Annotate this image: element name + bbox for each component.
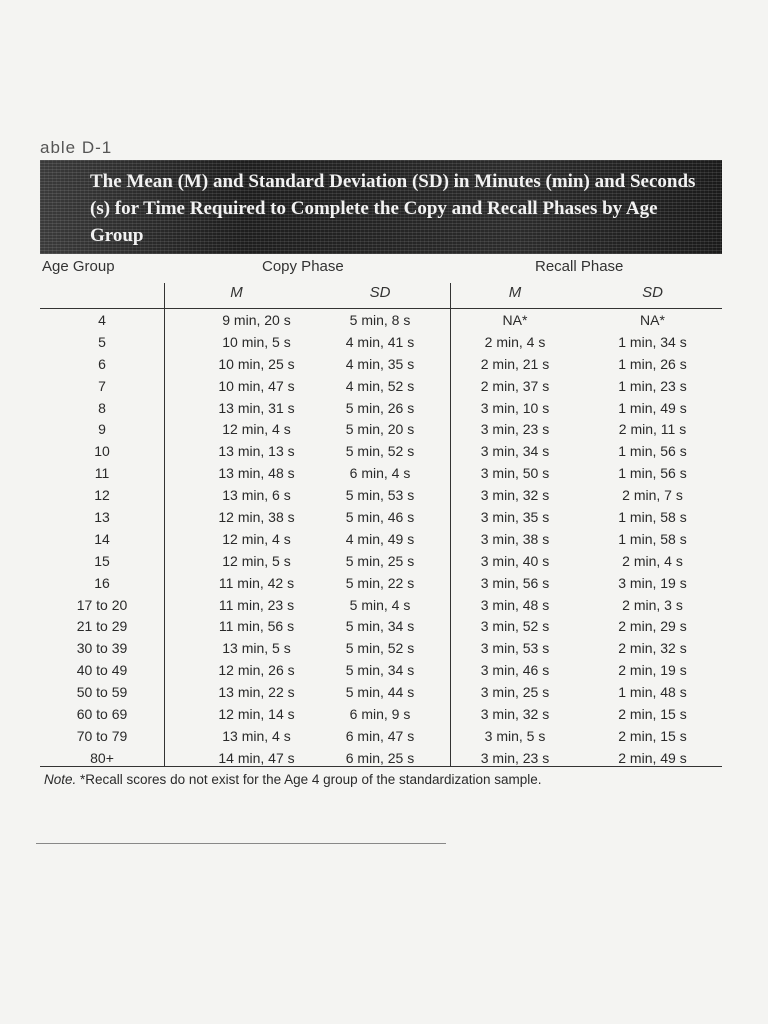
table-row [40, 442, 722, 464]
copy-m-cell: 12 min, 26 s [218, 662, 295, 679]
footer-rule [36, 843, 446, 844]
copy-sd-cell: 5 min, 4 s [349, 596, 411, 613]
age-cell: 16 [94, 574, 110, 591]
table-row [40, 639, 722, 661]
copy-m-cell: 9 min, 20 s [222, 312, 291, 328]
age-cell: 5 [98, 333, 106, 350]
age-cell: 80+ [90, 749, 114, 766]
copy-sd-cell: 6 min, 4 s [349, 465, 411, 482]
recall-m-cell: NA* [502, 312, 528, 328]
header-copy-phase: Copy Phase [262, 258, 344, 275]
recall-m-cell: 3 min, 48 s [480, 596, 550, 613]
table-row [40, 617, 722, 639]
table-body [40, 311, 722, 771]
copy-sd-cell: 5 min, 46 s [345, 509, 415, 526]
copy-m-cell: 14 min, 47 s [218, 749, 295, 766]
age-cell: 70 to 79 [76, 727, 128, 744]
recall-m-cell: 3 min, 35 s [480, 509, 550, 526]
title-banner [40, 160, 722, 254]
recall-m-cell: 3 min, 32 s [480, 487, 550, 504]
copy-m-cell: 13 min, 22 s [218, 684, 295, 701]
copy-sd-cell: 5 min, 26 s [345, 399, 415, 416]
recall-m-cell: 3 min, 23 s [480, 749, 550, 766]
copy-sd-cell: 6 min, 9 s [349, 706, 411, 723]
recall-m-cell: 3 min, 25 s [480, 684, 550, 701]
copy-sd-cell: 5 min, 25 s [345, 552, 415, 569]
age-cell: 7 [98, 377, 106, 394]
age-cell: 60 to 69 [76, 706, 128, 723]
header-copy-sd: SD [369, 284, 391, 301]
age-cell: 6 [98, 355, 106, 372]
table-note [44, 772, 542, 787]
copy-m-cell: 11 min, 56 s [218, 618, 295, 635]
recall-sd-cell: 2 min, 49 s [618, 749, 687, 766]
recall-sd-cell: 2 min, 32 s [618, 640, 687, 657]
recall-m-cell: 3 min, 46 s [480, 662, 550, 679]
recall-sd-cell: 2 min, 4 s [622, 552, 683, 569]
copy-m-cell: 10 min, 47 s [218, 377, 295, 394]
age-cell: 17 to 20 [76, 596, 128, 613]
copy-sd-cell: 4 min, 41 s [345, 333, 415, 350]
table-row [40, 574, 722, 596]
age-cell: 8 [98, 399, 106, 416]
table-row [40, 661, 722, 683]
recall-m-cell: 3 min, 53 s [480, 640, 550, 657]
note-label: Note. [44, 772, 77, 787]
age-cell: 4 [98, 312, 106, 328]
copy-sd-cell: 5 min, 44 s [345, 684, 415, 701]
copy-sd-cell: 5 min, 22 s [345, 574, 415, 591]
table-row [40, 311, 722, 333]
recall-sd-cell: 1 min, 23 s [618, 377, 687, 394]
age-cell: 13 [94, 509, 110, 526]
age-cell: 11 [94, 465, 110, 482]
recall-m-cell: 2 min, 37 s [480, 377, 550, 394]
copy-sd-cell: 4 min, 52 s [345, 377, 415, 394]
copy-m-cell: 12 min, 38 s [218, 509, 295, 526]
note-text: *Recall scores do not exist for the Age 4 group of the standardization sample. [76, 772, 542, 787]
copy-sd-cell: 5 min, 34 s [345, 618, 415, 635]
copy-sd-cell: 5 min, 52 s [345, 443, 415, 460]
age-cell: 50 to 59 [76, 684, 128, 701]
copy-m-cell: 13 min, 6 s [222, 487, 291, 504]
recall-m-cell: 3 min, 10 s [480, 399, 550, 416]
sub-header-row [40, 282, 722, 309]
recall-sd-cell: NA* [640, 312, 665, 328]
table-row [40, 464, 722, 486]
recall-sd-cell: 2 min, 19 s [618, 662, 687, 679]
copy-sd-cell: 5 min, 52 s [345, 640, 415, 657]
recall-sd-cell: 3 min, 19 s [618, 574, 687, 591]
copy-m-cell: 10 min, 5 s [222, 333, 291, 350]
recall-sd-cell: 1 min, 26 s [618, 355, 687, 372]
recall-sd-cell: 1 min, 58 s [618, 530, 687, 547]
copy-sd-cell: 4 min, 35 s [345, 355, 415, 372]
recall-m-cell: 3 min, 38 s [480, 530, 550, 547]
copy-m-cell: 13 min, 13 s [218, 443, 295, 460]
recall-sd-cell: 1 min, 49 s [618, 399, 687, 416]
copy-m-cell: 13 min, 5 s [222, 640, 291, 657]
recall-sd-cell: 1 min, 48 s [618, 684, 687, 701]
table-row [40, 727, 722, 749]
copy-sd-cell: 5 min, 34 s [345, 662, 415, 679]
copy-m-cell: 13 min, 4 s [222, 727, 291, 744]
copy-m-cell: 12 min, 4 s [222, 530, 291, 547]
header-copy-m: M [230, 284, 243, 301]
recall-m-cell: 3 min, 56 s [480, 574, 550, 591]
recall-m-cell: 3 min, 23 s [480, 421, 550, 438]
copy-sd-cell: 5 min, 8 s [349, 312, 411, 328]
recall-m-cell: 3 min, 34 s [480, 443, 550, 460]
copy-m-cell: 11 min, 23 s [218, 596, 295, 613]
recall-sd-cell: 2 min, 3 s [622, 596, 683, 613]
recall-sd-cell: 1 min, 56 s [618, 443, 687, 460]
table-row [40, 683, 722, 705]
copy-m-cell: 10 min, 25 s [218, 355, 295, 372]
recall-sd-cell: 2 min, 15 s [618, 727, 687, 744]
copy-sd-cell: 6 min, 47 s [345, 727, 415, 744]
table-row [40, 530, 722, 552]
recall-m-cell: 3 min, 50 s [480, 465, 550, 482]
copy-m-cell: 11 min, 42 s [218, 574, 295, 591]
copy-sd-cell: 5 min, 53 s [345, 487, 415, 504]
recall-m-cell: 3 min, 5 s [484, 727, 546, 744]
copy-sd-cell: 5 min, 20 s [345, 421, 415, 438]
table-row [40, 508, 722, 530]
recall-sd-cell: 2 min, 7 s [622, 487, 683, 504]
header-recall-sd: SD [642, 284, 663, 301]
recall-m-cell: 2 min, 21 s [480, 355, 550, 372]
table-row [40, 399, 722, 421]
table-bottom-rule [40, 766, 722, 767]
age-cell: 21 to 29 [76, 618, 128, 635]
recall-m-cell: 3 min, 32 s [480, 706, 550, 723]
recall-sd-cell: 1 min, 34 s [618, 333, 687, 350]
age-cell: 30 to 39 [76, 640, 128, 657]
table-row [40, 749, 722, 771]
copy-sd-cell: 6 min, 25 s [345, 749, 415, 766]
header-recall-phase: Recall Phase [535, 258, 624, 275]
recall-sd-cell: 1 min, 56 s [618, 465, 687, 482]
recall-sd-cell: 2 min, 29 s [618, 618, 687, 635]
recall-sd-cell: 2 min, 11 s [618, 421, 687, 438]
copy-m-cell: 13 min, 48 s [218, 465, 295, 482]
table-row [40, 705, 722, 727]
group-header-row [40, 258, 722, 280]
table-row [40, 355, 722, 377]
age-cell: 9 [98, 421, 106, 438]
table-row [40, 596, 722, 618]
copy-m-cell: 12 min, 5 s [222, 552, 291, 569]
header-recall-m: M [508, 284, 522, 301]
recall-sd-cell: 1 min, 58 s [618, 509, 687, 526]
recall-m-cell: 3 min, 52 s [480, 618, 550, 635]
header-age-group: Age Group [42, 258, 115, 275]
table-row [40, 486, 722, 508]
table-row [40, 552, 722, 574]
age-cell: 40 to 49 [76, 662, 128, 679]
table-label: able D-1 [40, 138, 113, 157]
table-row [40, 377, 722, 399]
recall-m-cell: 3 min, 40 s [480, 552, 550, 569]
recall-m-cell: 2 min, 4 s [484, 333, 546, 350]
table-row [40, 420, 722, 442]
age-cell: 10 [94, 443, 110, 460]
age-cell: 12 [94, 487, 110, 504]
copy-sd-cell: 4 min, 49 s [345, 530, 415, 547]
table-row [40, 333, 722, 355]
copy-m-cell: 12 min, 4 s [222, 421, 291, 438]
age-cell: 14 [94, 530, 110, 547]
age-cell: 15 [94, 552, 110, 569]
recall-sd-cell: 2 min, 15 s [618, 706, 687, 723]
copy-m-cell: 12 min, 14 s [218, 706, 295, 723]
copy-m-cell: 13 min, 31 s [218, 399, 295, 416]
table-title: The Mean (M) and Standard Deviation (SD) in Minutes (min) and Seconds (s) for Time Required to Complete the Copy and Recall Phases by Age Group [90, 171, 696, 246]
